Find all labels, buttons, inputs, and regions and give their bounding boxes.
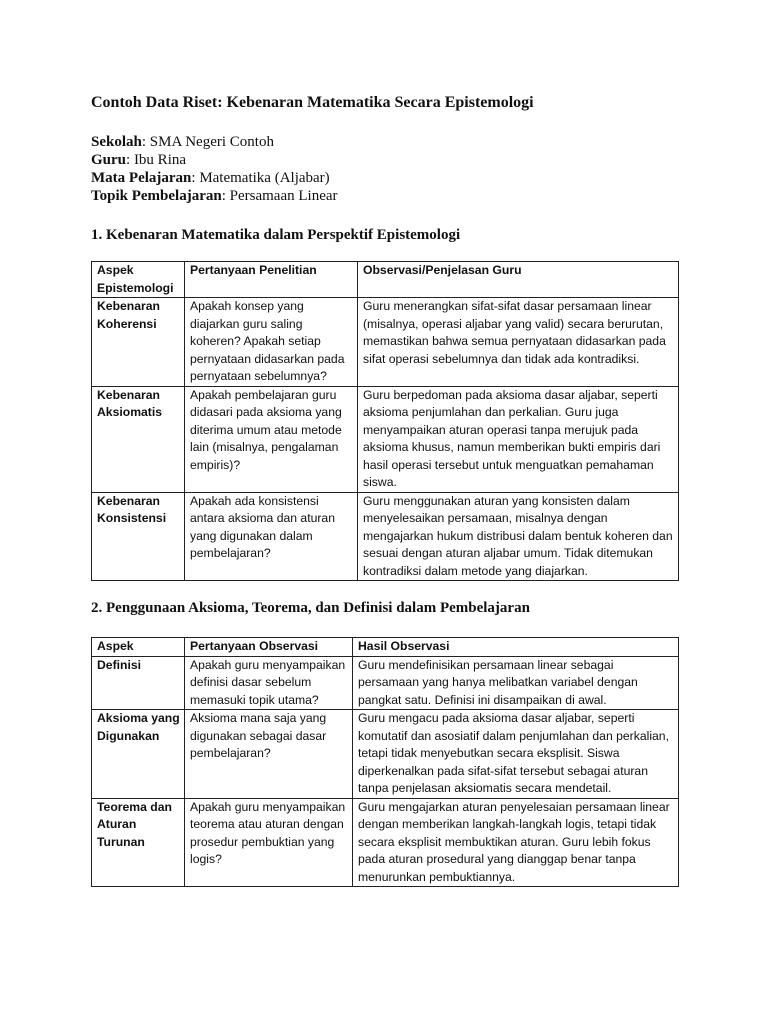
table-row — [92, 298, 679, 387]
meta-school: Sekolah: SMA Negeri Contoh — [91, 134, 274, 150]
document-page — [91, 92, 679, 887]
meta-value: SMA Negeri Contoh — [149, 134, 274, 150]
table-row — [92, 492, 679, 581]
meta-topic: Topik Pembelajaran: Persamaan Linear — [91, 188, 338, 204]
aspect-cell: Teorema dan Aturan Turunan — [92, 798, 185, 887]
table-row — [92, 656, 679, 710]
table-row — [92, 386, 679, 492]
table-header-row — [92, 638, 679, 657]
meta-teacher: Guru: Ibu Rina — [91, 152, 187, 168]
question-cell: Apakah konsep yang diajarkan guru saling koheren? Apakah setiap pernyataan didasarkan pada pernyataan sebelumnya? — [185, 298, 358, 387]
observation-cell: Guru menggunakan aturan yang konsisten dalam menyelesaikan persamaan, misalnya dengan mengajarkan hukum distribusi dalam bentuk koheren dan sesuai dengan aturan aljabar umum. Tidak ditemukan kontradiksi dalam metode yang diajarkan. — [358, 492, 679, 581]
question-cell: Aksioma mana saja yang digunakan sebagai dasar pembelajaran? — [185, 710, 353, 799]
meta-value: Matematika (Aljabar) — [199, 170, 330, 186]
question-cell: Apakah ada konsistensi antara aksioma dan aturan yang digunakan dalam pembelajaran? — [185, 492, 358, 581]
aspect-cell: Definisi — [92, 656, 185, 710]
table-header-row — [92, 262, 679, 298]
meta-value: Persamaan Linear — [229, 188, 338, 204]
aspect-cell: Kebenaran Koherensi — [92, 298, 185, 387]
epistemology-table — [91, 261, 679, 581]
question-cell: Apakah pembelajaran guru didasari pada aksioma yang diterima umum atau metode lain (misalnya, pengalaman empiris)? — [185, 386, 358, 492]
section-1-heading: 1. Kebenaran Matematika dalam Perspektif Epistemologi — [91, 227, 461, 243]
meta-subject: Mata Pelajaran: Matematika (Aljabar) — [91, 170, 330, 186]
observation-cell: Guru mengacu pada aksioma dasar aljabar, seperti komutatif dan asosiatif dalam penjumlahan dan perkalian, tetapi tidak menyebutkan secara eksplisit. Siswa diperkenalkan pada sifat-sifat tersebut sebagai aturan tanpa penjelasan aksiomatis secara mendetail. — [353, 710, 679, 799]
table-row — [92, 798, 679, 887]
column-header: Aspek — [92, 638, 185, 657]
axiom-usage-table — [91, 637, 679, 887]
column-header: Pertanyaan Penelitian — [185, 262, 358, 298]
column-header: Pertanyaan Observasi — [185, 638, 353, 657]
column-header: Observasi/Penjelasan Guru — [358, 262, 679, 298]
question-cell: Apakah guru menyampaikan teorema atau aturan dengan prosedur pembuktian yang logis? — [185, 798, 353, 887]
question-cell: Apakah guru menyampaikan definisi dasar sebelum memasuki topik utama? — [185, 656, 353, 710]
observation-cell: Guru berpedoman pada aksioma dasar aljabar, seperti aksioma penjumlahan dan perkalian. Guru juga menyampaikan aturan operasi tanpa merujuk pada aksioma khusus, namun memberikan bukti empiris dari hasil operasi tersebut untuk menguatkan pemahaman siswa. — [358, 386, 679, 492]
document-meta — [91, 133, 679, 205]
aspect-cell: Kebenaran Aksiomatis — [92, 386, 185, 492]
meta-label: Sekolah — [91, 134, 142, 150]
meta-label: Topik Pembelajaran — [91, 188, 222, 204]
meta-value: Ibu Rina — [133, 152, 187, 168]
column-header: Aspek Epistemologi — [92, 262, 185, 298]
table-row — [92, 710, 679, 799]
observation-cell: Guru mengajarkan aturan penyelesaian persamaan linear dengan memberikan langkah-langkah logis, tetapi tidak secara eksplisit membuktikan aturan. Guru lebih fokus pada aturan prosedural yang dianggap benar tanpa menurunkan pembuktiannya. — [353, 798, 679, 887]
meta-label: Guru — [91, 152, 127, 168]
document-title: Contoh Data Riset: Kebenaran Matematika Secara Epistemologi — [91, 94, 534, 111]
aspect-cell: Aksioma yang Digunakan — [92, 710, 185, 799]
observation-cell: Guru mendefinisikan persamaan linear sebagai persamaan yang hanya melibatkan variabel dengan pangkat satu. Definisi ini disampaikan di awal. — [353, 656, 679, 710]
column-header: Hasil Observasi — [353, 638, 679, 657]
section-2-heading: 2. Penggunaan Aksioma, Teorema, dan Definisi dalam Pembelajaran — [91, 600, 530, 616]
observation-cell: Guru menerangkan sifat-sifat dasar persamaan linear (misalnya, operasi aljabar yang valid) secara berurutan, memastikan bahwa semua pernyataan didasarkan pada sifat operasi sebelumnya dan tidak ada kontradiksi. — [358, 298, 679, 387]
meta-label: Mata Pelajaran — [91, 170, 192, 186]
aspect-cell: Kebenaran Konsistensi — [92, 492, 185, 581]
